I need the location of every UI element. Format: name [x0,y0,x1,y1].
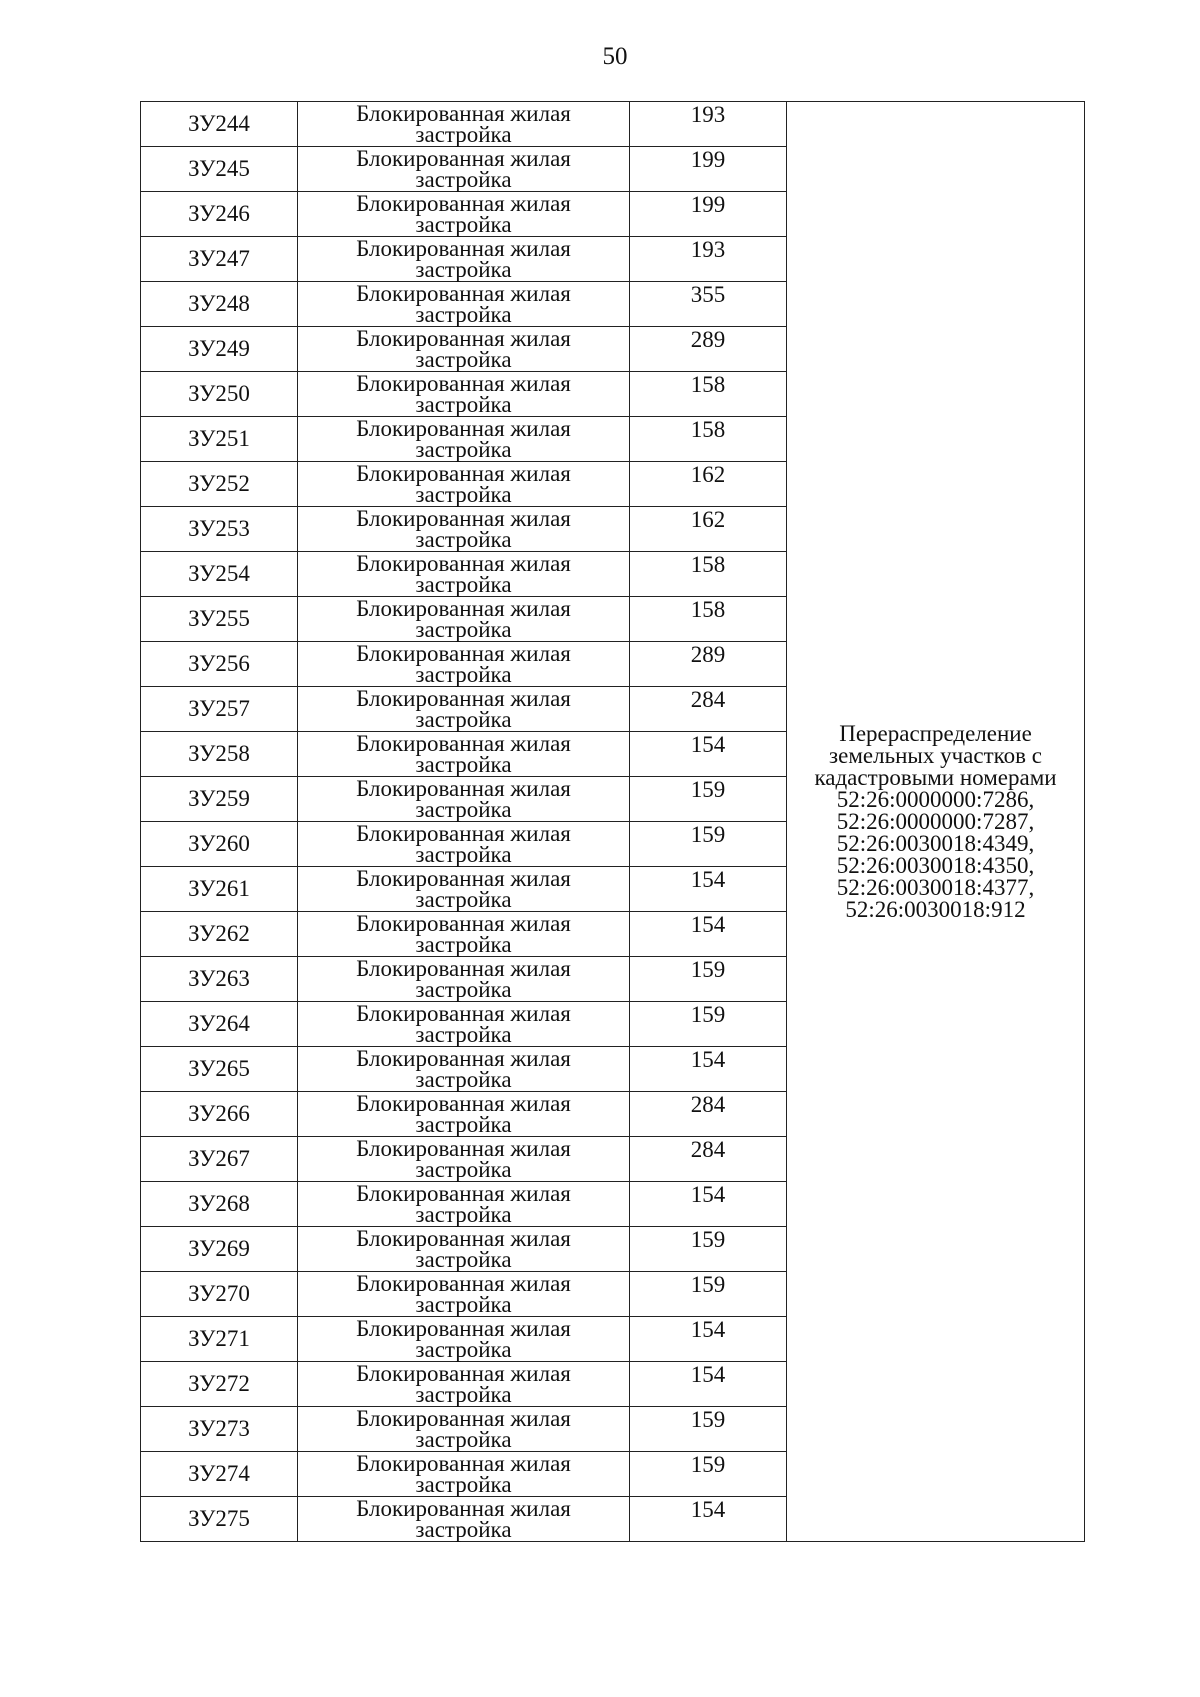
area-cell: 284 [630,1092,787,1137]
plot-id-cell: ЗУ258 [141,732,298,777]
permitted-use-cell [298,687,630,732]
area-cell: 158 [630,597,787,642]
permitted-use-cell [298,1137,630,1182]
permitted-use-text: Блокированная жилая застройка [356,1406,571,1452]
area-cell: 199 [630,192,787,237]
plot-id-cell: ЗУ263 [141,957,298,1002]
permitted-use-cell [298,912,630,957]
permitted-use-cell [298,1407,630,1452]
land-plots-table [140,101,1085,1542]
area-cell: 159 [630,1452,787,1497]
area-cell: 193 [630,102,787,147]
permitted-use-cell [298,507,630,552]
permitted-use-cell [298,372,630,417]
area-cell: 154 [630,1317,787,1362]
plot-id-cell: ЗУ250 [141,372,298,417]
plot-id-cell: ЗУ245 [141,147,298,192]
plot-id-cell: ЗУ262 [141,912,298,957]
permitted-use-text: Блокированная жилая застройка [356,1451,571,1497]
permitted-use-cell [298,1182,630,1227]
permitted-use-cell [298,1002,630,1047]
permitted-use-cell [298,237,630,282]
area-cell: 355 [630,282,787,327]
plot-id-cell: ЗУ269 [141,1227,298,1272]
permitted-use-cell [298,597,630,642]
formation-method-line: 52:26:0030018:4349, [836,830,1035,856]
permitted-use-cell [298,1452,630,1497]
area-cell: 154 [630,732,787,777]
area-cell: 154 [630,1497,787,1542]
plot-id-cell: ЗУ260 [141,822,298,867]
formation-method-line: Перераспределение [839,720,1032,746]
permitted-use-text: Блокированная жилая застройка [356,461,571,507]
permitted-use-text: Блокированная жилая застройка [356,1046,571,1092]
permitted-use-cell [298,1047,630,1092]
area-cell: 154 [630,1182,787,1227]
plot-id-cell: ЗУ265 [141,1047,298,1092]
permitted-use-cell [298,1272,630,1317]
permitted-use-cell [298,192,630,237]
permitted-use-text: Блокированная жилая застройка [356,911,571,957]
area-cell: 159 [630,957,787,1002]
plot-id-cell: ЗУ247 [141,237,298,282]
plot-id-cell: ЗУ271 [141,1317,298,1362]
area-cell: 159 [630,822,787,867]
permitted-use-text: Блокированная жилая застройка [356,731,571,777]
plot-id-cell: ЗУ261 [141,867,298,912]
permitted-use-cell [298,147,630,192]
plot-id-cell: ЗУ267 [141,1137,298,1182]
formation-method-line: земельных участков с [829,742,1042,768]
area-cell: 159 [630,777,787,822]
formation-method-line: 52:26:0030018:4350, [836,852,1035,878]
plot-id-cell: ЗУ255 [141,597,298,642]
permitted-use-text: Блокированная жилая застройка [356,191,571,237]
plot-id-cell: ЗУ256 [141,642,298,687]
permitted-use-cell [298,732,630,777]
table-row [141,102,1085,147]
permitted-use-text: Блокированная жилая застройка [356,551,571,597]
permitted-use-text: Блокированная жилая застройка [356,326,571,372]
area-cell: 193 [630,237,787,282]
permitted-use-cell [298,282,630,327]
permitted-use-cell [298,1227,630,1272]
plot-id-cell: ЗУ268 [141,1182,298,1227]
permitted-use-text: Блокированная жилая застройка [356,866,571,912]
permitted-use-text: Блокированная жилая застройка [356,1001,571,1047]
plot-id-cell: ЗУ275 [141,1497,298,1542]
plot-id-cell: ЗУ274 [141,1452,298,1497]
area-cell: 154 [630,1362,787,1407]
permitted-use-cell [298,417,630,462]
area-cell: 284 [630,1137,787,1182]
plot-id-cell: ЗУ259 [141,777,298,822]
permitted-use-text: Блокированная жилая застройка [356,1316,571,1362]
area-cell: 162 [630,507,787,552]
permitted-use-text: Блокированная жилая застройка [356,236,571,282]
permitted-use-text: Блокированная жилая застройка [356,416,571,462]
permitted-use-text: Блокированная жилая застройка [356,1361,571,1407]
formation-method-line: 52:26:0000000:7286, [836,786,1035,812]
permitted-use-text: Блокированная жилая застройка [356,101,571,147]
permitted-use-cell [298,822,630,867]
permitted-use-text: Блокированная жилая застройка [356,1496,571,1542]
permitted-use-text: Блокированная жилая застройка [356,1226,571,1272]
area-cell: 162 [630,462,787,507]
permitted-use-text: Блокированная жилая застройка [356,686,571,732]
permitted-use-cell [298,1092,630,1137]
area-cell: 284 [630,687,787,732]
area-cell: 158 [630,372,787,417]
permitted-use-cell [298,867,630,912]
area-cell: 154 [630,1047,787,1092]
formation-method-line: 52:26:0030018:912 [845,896,1026,922]
plot-id-cell: ЗУ246 [141,192,298,237]
permitted-use-text: Блокированная жилая застройка [356,956,571,1002]
area-cell: 154 [630,867,787,912]
permitted-use-text: Блокированная жилая застройка [356,371,571,417]
plot-id-cell: ЗУ257 [141,687,298,732]
formation-method-cell [787,102,1085,1542]
permitted-use-cell [298,102,630,147]
permitted-use-cell [298,462,630,507]
area-cell: 154 [630,912,787,957]
formation-method-line: 52:26:0000000:7287, [836,808,1035,834]
permitted-use-text: Блокированная жилая застройка [356,776,571,822]
permitted-use-text: Блокированная жилая застройка [356,821,571,867]
area-cell: 158 [630,417,787,462]
permitted-use-text: Блокированная жилая застройка [356,641,571,687]
area-cell: 289 [630,327,787,372]
area-cell: 159 [630,1272,787,1317]
permitted-use-text: Блокированная жилая застройка [356,596,571,642]
permitted-use-text: Блокированная жилая застройка [356,506,571,552]
plot-id-cell: ЗУ273 [141,1407,298,1452]
permitted-use-text: Блокированная жилая застройка [356,146,571,192]
permitted-use-cell [298,1497,630,1542]
plot-id-cell: ЗУ272 [141,1362,298,1407]
plot-id-cell: ЗУ264 [141,1002,298,1047]
permitted-use-text: Блокированная жилая застройка [356,1181,571,1227]
plot-id-cell: ЗУ249 [141,327,298,372]
area-cell: 158 [630,552,787,597]
formation-method-line: 52:26:0030018:4377, [836,874,1035,900]
area-cell: 289 [630,642,787,687]
permitted-use-text: Блокированная жилая застройка [356,1271,571,1317]
permitted-use-text: Блокированная жилая застройка [356,1091,571,1137]
permitted-use-cell [298,327,630,372]
area-cell: 159 [630,1407,787,1452]
permitted-use-cell [298,777,630,822]
permitted-use-cell [298,642,630,687]
plot-id-cell: ЗУ252 [141,462,298,507]
page-number: 50 [602,43,628,70]
permitted-use-cell [298,552,630,597]
area-cell: 159 [630,1002,787,1047]
plot-id-cell: ЗУ253 [141,507,298,552]
plot-id-cell: ЗУ270 [141,1272,298,1317]
plot-id-cell: ЗУ254 [141,552,298,597]
formation-method-line: кадастровыми номерами [814,764,1057,790]
plot-id-cell: ЗУ248 [141,282,298,327]
area-cell: 159 [630,1227,787,1272]
area-cell: 199 [630,147,787,192]
plot-id-cell: ЗУ266 [141,1092,298,1137]
permitted-use-cell [298,1317,630,1362]
permitted-use-text: Блокированная жилая застройка [356,1136,571,1182]
permitted-use-cell [298,957,630,1002]
plot-id-cell: ЗУ251 [141,417,298,462]
permitted-use-text: Блокированная жилая застройка [356,281,571,327]
table-body [141,102,1085,1542]
plot-id-cell: ЗУ244 [141,102,298,147]
permitted-use-cell [298,1362,630,1407]
